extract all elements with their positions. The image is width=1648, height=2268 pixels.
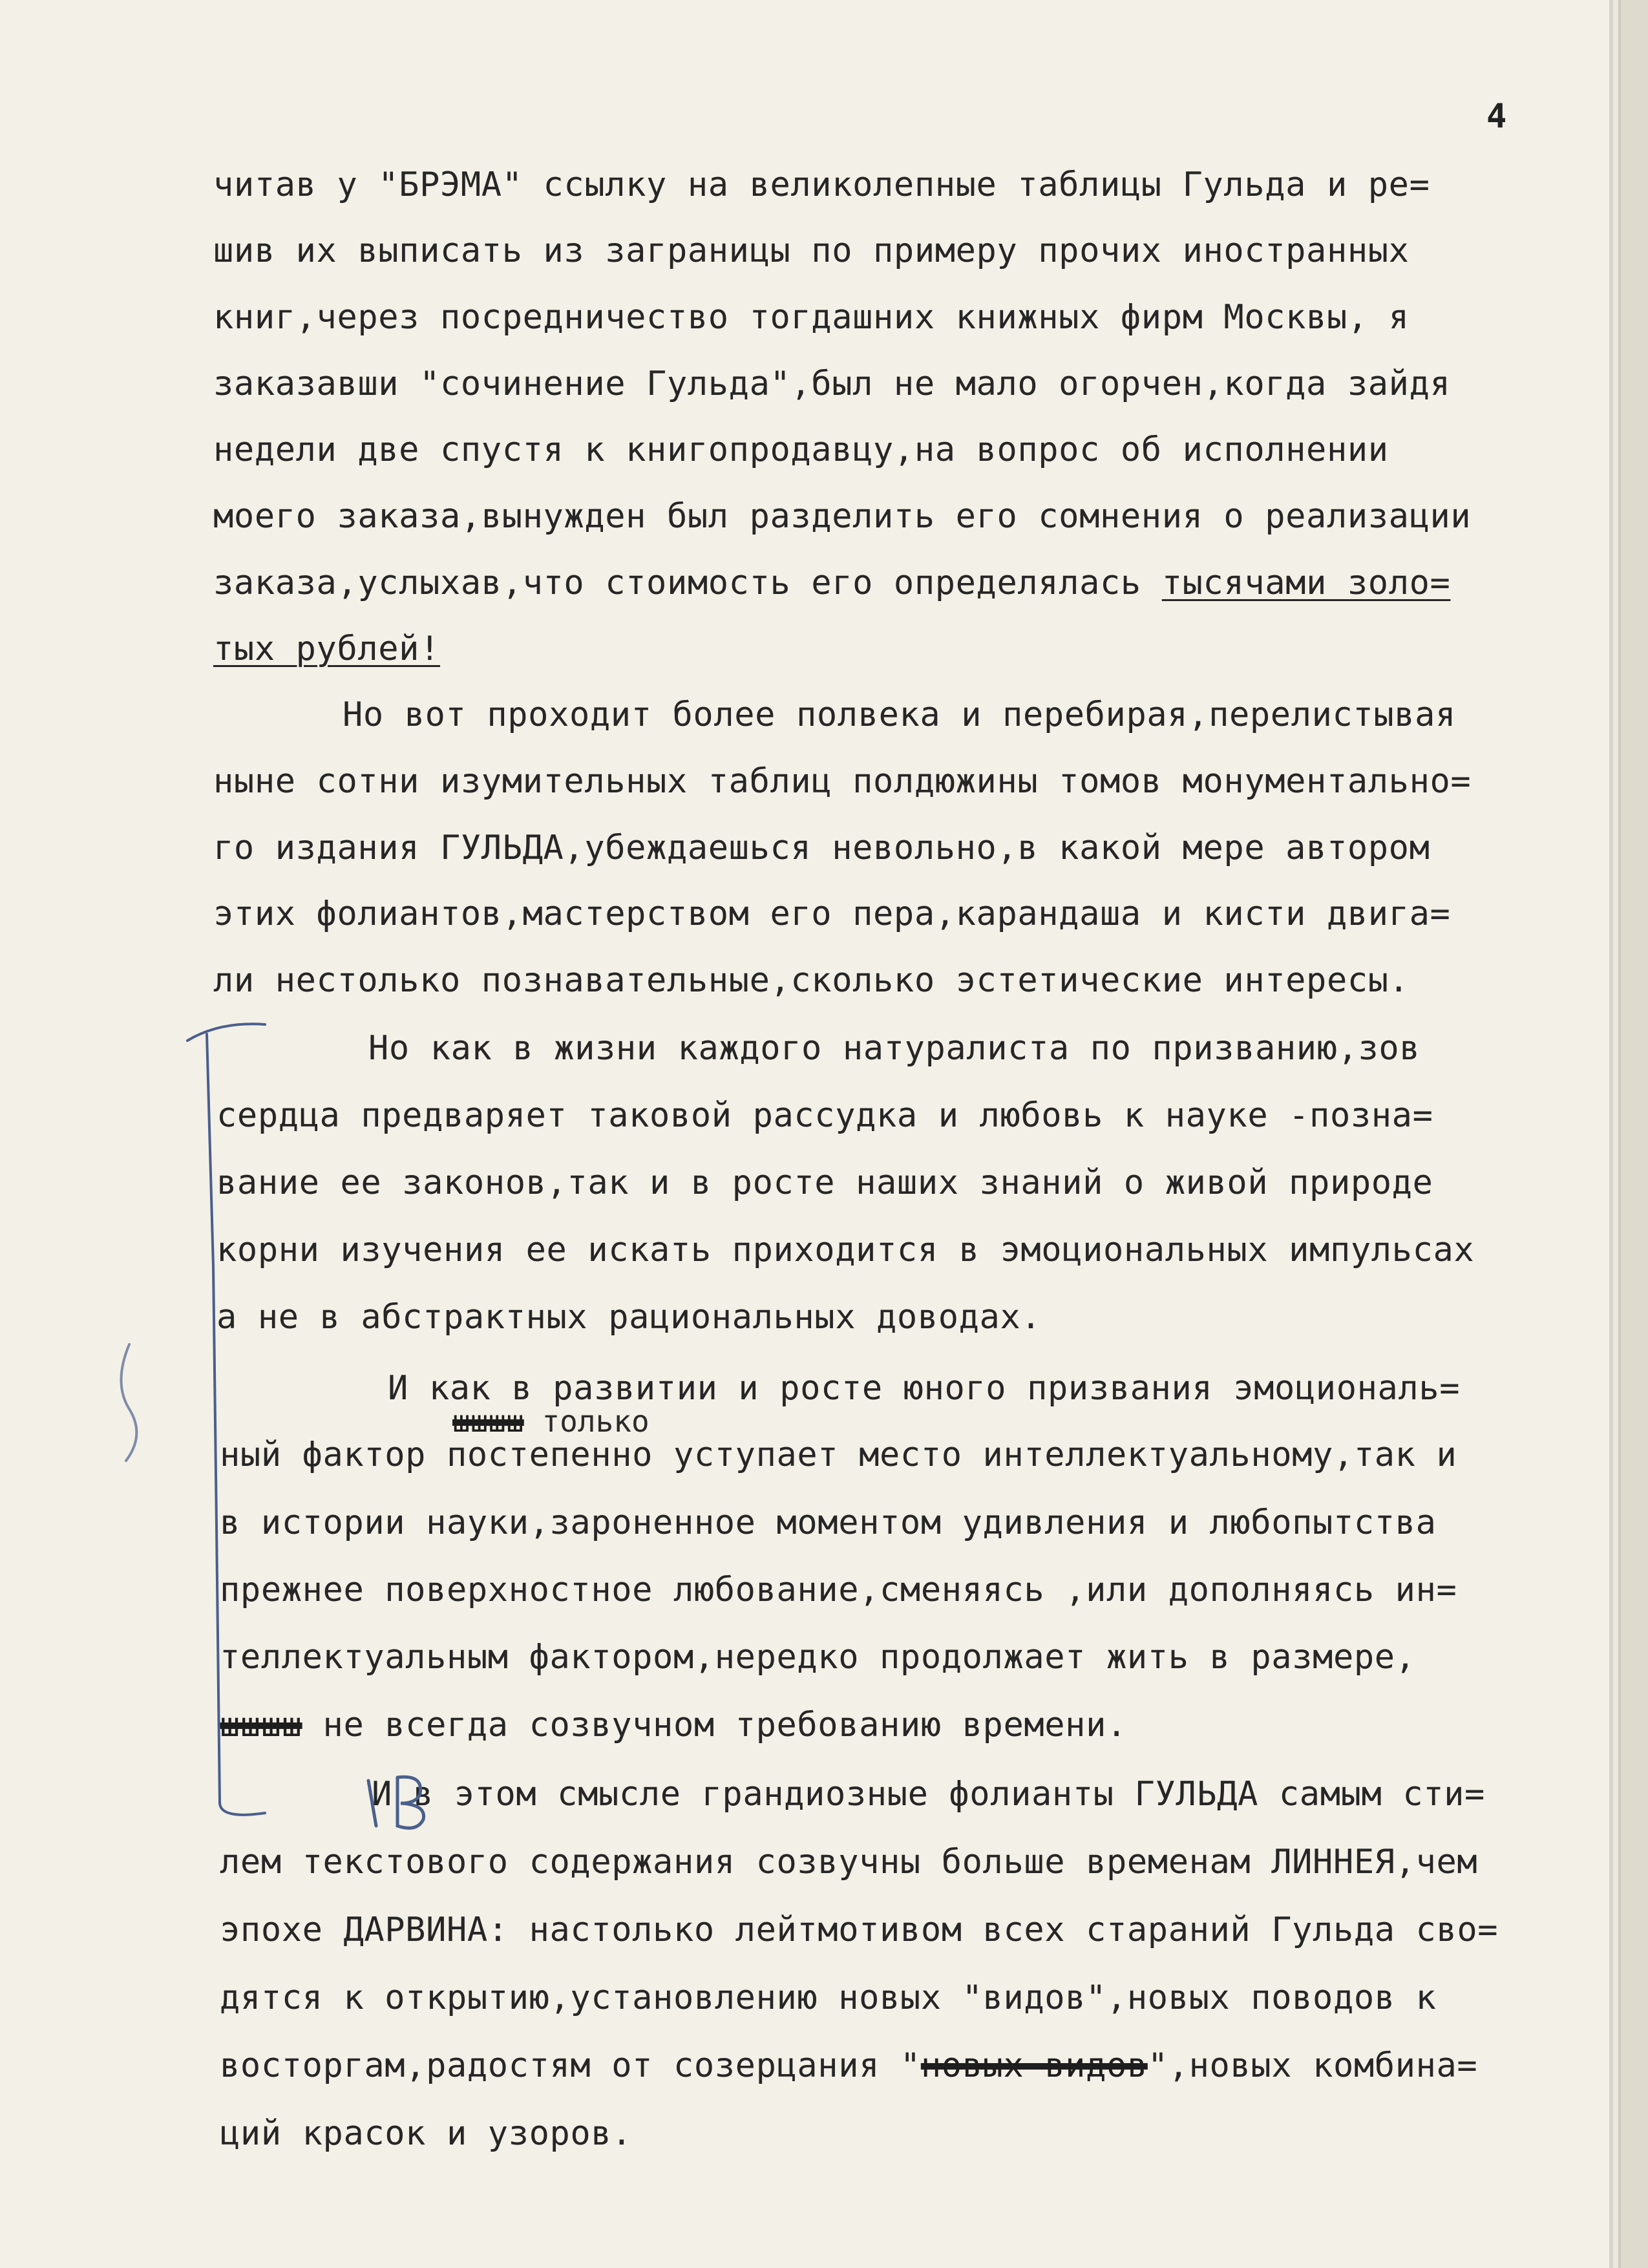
text-line-2: шив их выписать из заграницы по примеру прочих иностранных (213, 231, 1410, 270)
text-line-19: И как в развитии и росте юного призвания эмоциональ= (388, 1369, 1461, 1408)
struck-insertion: шшшш (452, 1404, 524, 1439)
text-line-13: ли нестолько познавательные,сколько эстетические интересы. (213, 961, 1410, 1000)
text-line-24 (220, 1708, 1127, 1742)
text-line-18: а не в абстрактных рациональных доводах. (217, 1298, 1042, 1337)
text-line-11: го издания ГУЛЬДА,убеждаешься невольно,в какой мере автором (213, 829, 1430, 867)
text-line-22: прежнее поверхностное любование,сменяясь ,или дополняясь ин= (220, 1571, 1457, 1609)
text-line-7 (213, 566, 1450, 600)
struck-phrase: новых видов (920, 2046, 1148, 2085)
text-line-26: лем текстового содержания созвучны больше временам ЛИННЕЯ,чем (220, 1843, 1478, 1881)
text-line-7-start: заказа,услыхав,что стоимость его определялась (213, 564, 1162, 602)
text-line-1: читав у "БРЭМА" ссылку на великолепные таблицы Гульда и ре= (213, 165, 1430, 204)
struck-word: шшшш (220, 1706, 302, 1744)
paper-edge (1618, 0, 1648, 2268)
pencil-correction-mark (362, 1765, 452, 1836)
text-line-5: недели две спустя к книгопродавцу,на вопрос об исполнении (213, 430, 1389, 469)
text-line-4: заказавши "сочинение Гульда",был не мало огорчен,когда зайдя (213, 365, 1451, 403)
underlined-phrase-2: тых рублей! (213, 630, 440, 668)
text-line-14: Но как в жизни каждого натуралиста по призванию,зов (368, 1029, 1421, 1068)
inserted-word: только (542, 1404, 650, 1439)
text-line-17: корни изучения ее искать приходится в эмоциональных импульсах (217, 1231, 1475, 1269)
text-line-15: сердца предваряет таковой рассудка и любовь к науке -позна= (217, 1096, 1433, 1135)
text-line-25: И в этом смысле грандиозные фолианты ГУЛЬДА самым сти= (372, 1775, 1485, 1814)
text-line-28: дятся к открытию,установлению новых "видов",новых поводов к (220, 1978, 1437, 2017)
text-line-9: Но вот проходит более полвека и перебирая,перелистывая (343, 695, 1456, 734)
text-line-20: ный фактор постепенно уступает место интеллектуальному,так и (220, 1436, 1457, 1474)
text-line-6: моего заказа,вынужден был разделить его сомнения о реализации (213, 497, 1472, 536)
underlined-phrase-1: тысячами золо= (1161, 564, 1451, 602)
typed-insertion (452, 1404, 650, 1439)
text-line-10: ныне сотни изумительных таблиц полдюжины томов монументально= (213, 762, 1472, 801)
text-line-21: в истории науки,зароненное моментом удивления и любопытства (220, 1503, 1437, 1542)
text-line-29-start: восторгам,радостям от созерцания " (220, 2046, 921, 2085)
text-line-16: вание ее законов,так и в росте наших знаний о живой природе (217, 1163, 1433, 1202)
text-line-8 (213, 632, 440, 666)
text-line-30: ций красок и узоров. (220, 2114, 633, 2153)
page-number: 4 (1486, 97, 1507, 136)
text-line-12: этих фолиантов,мастерством его пера,карандаша и кисти двига= (213, 895, 1451, 933)
text-line-3: книг,через посредничество тогдашних книжных фирм Москвы, я (213, 298, 1410, 337)
text-line-27: эпохе ДАРВИНА: настолько лейтмотивом всех стараний Гульда сво= (220, 1911, 1499, 1949)
pencil-margin-bracket (110, 1008, 304, 1849)
text-line-24-rest: не всегда созвучном требованию времени. (302, 1706, 1127, 1744)
text-line-23: теллектуальным фактором,нередко продолжает жить в размере, (220, 1638, 1416, 1677)
text-line-29 (220, 2046, 1478, 2085)
text-line-29-end: ",новых комбина= (1147, 2046, 1478, 2085)
